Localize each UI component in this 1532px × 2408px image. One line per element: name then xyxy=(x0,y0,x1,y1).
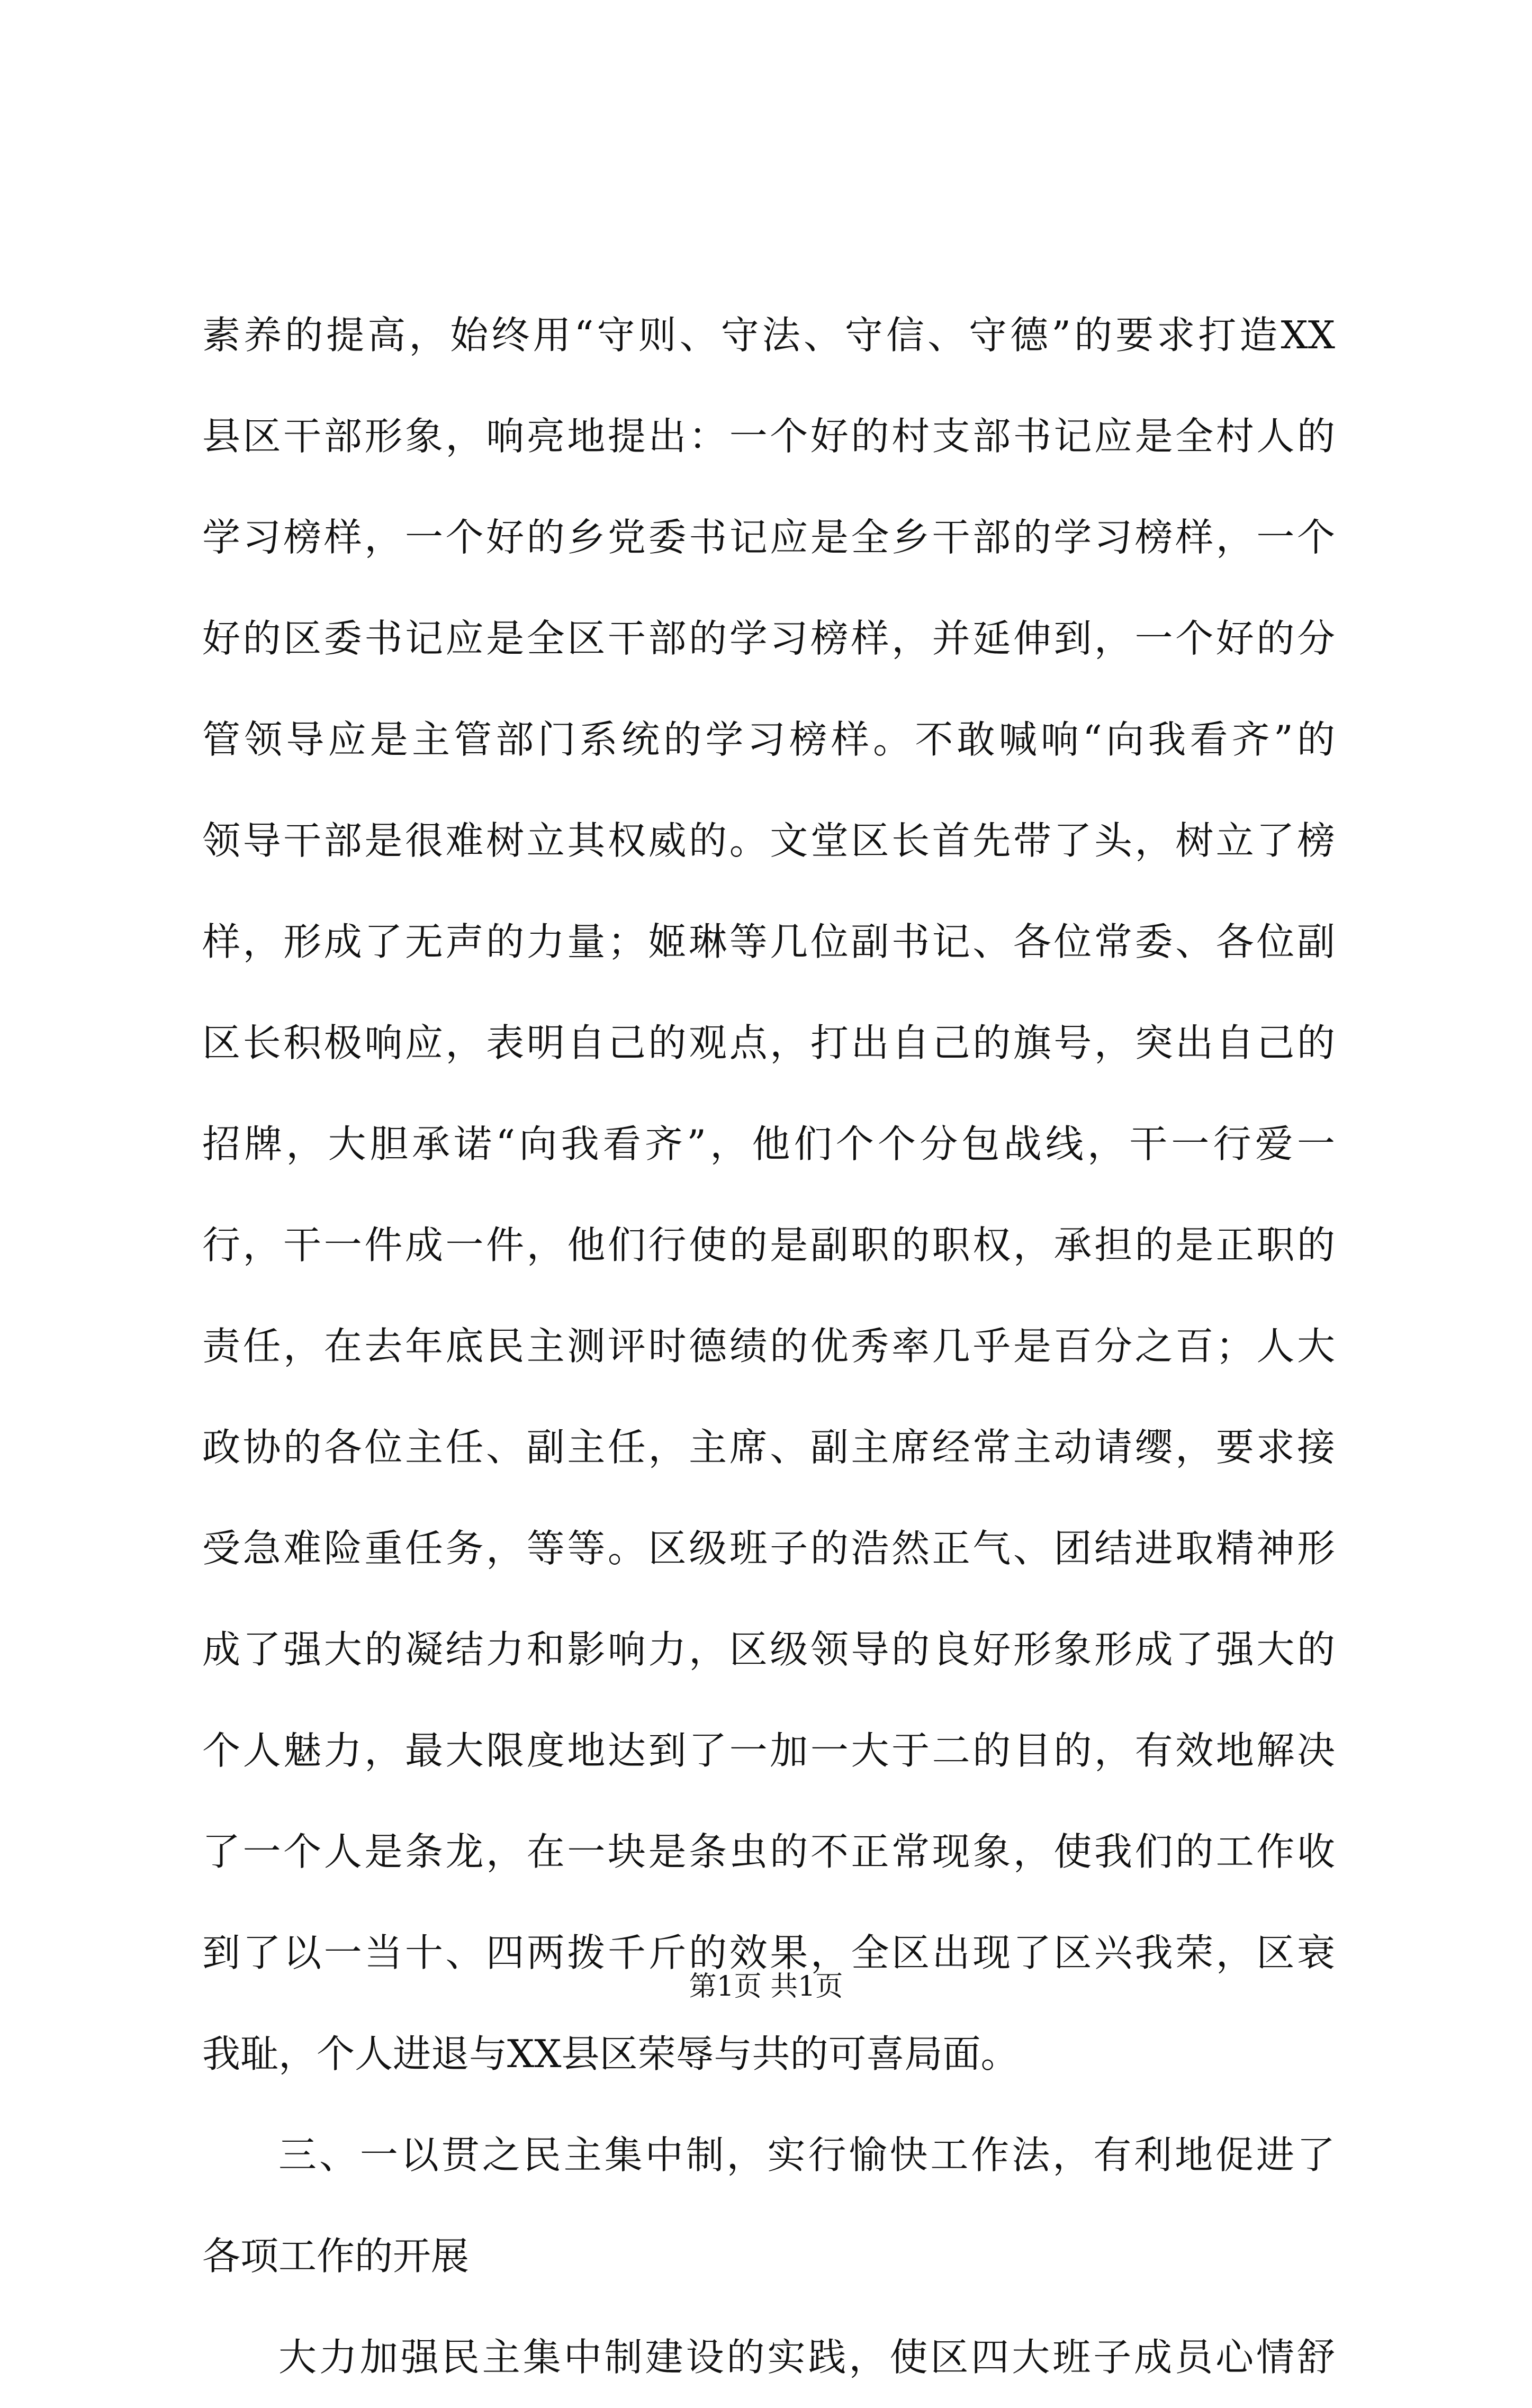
text-line: 三、一以贯之民主集中制，实行愉快工作法，有利地促进了 xyxy=(278,2133,1335,2177)
text-line: 行，干一件成一件，他们行使的是副职的职权，承担的是正职的 xyxy=(202,1223,1335,1267)
text-line: 管领导应是主管部门系统的学习榜样。不敢喊响“向我看齐”的 xyxy=(202,717,1335,762)
text-line: 到了以一当十、四两拨千斤的效果，全区出现了区兴我荣，区衰 xyxy=(202,1931,1335,1975)
text-line: 区长积极响应，表明自己的观点，打出自己的旗号，突出自己的 xyxy=(202,1021,1335,1065)
body-text xyxy=(202,285,1335,2408)
text-line: 招牌，大胆承诺“向我看齐”，他们个个分包战线，干一行爱一 xyxy=(202,1122,1335,1166)
text-line: 大力加强民主集中制建设的实践，使区四大班子成员心情舒 xyxy=(278,2335,1335,2379)
page-footer: 第1页 共1页 xyxy=(689,1971,843,2003)
text-line: 县区干部形象，响亮地提出：一个好的村支部书记应是全村人的 xyxy=(202,414,1335,458)
text-line: 好的区委书记应是全区干部的学习榜样，并延伸到，一个好的分 xyxy=(202,616,1335,661)
text-line: 政协的各位主任、副主任，主席、副主席经常主动请缨，要求接 xyxy=(202,1425,1335,1469)
text-line: 素养的提高，始终用“守则、守法、守信、守德”的要求打造XX xyxy=(202,313,1335,357)
text-line: 样，形成了无声的力量；姬琳等几位副书记、各位常委、各位副 xyxy=(202,919,1335,964)
text-line: 各项工作的开展 xyxy=(202,2234,470,2278)
text-line: 成了强大的凝结力和影响力，区级领导的良好形象形成了强大的 xyxy=(202,1627,1335,1672)
text-line: 领导干部是很难树立其权威的。文堂区长首先带了头，树立了榜 xyxy=(202,818,1335,863)
text-line: 个人魅力，最大限度地达到了一加一大于二的目的，有效地解决 xyxy=(202,1728,1335,1773)
text-line: 责任，在去年底民主测评时德绩的优秀率几乎是百分之百；人大 xyxy=(202,1324,1335,1368)
text-line: 我耻，个人进退与XX县区荣辱与共的可喜局面。 xyxy=(202,2032,1019,2076)
text-line: 学习榜样，一个好的乡党委书记应是全乡干部的学习榜样，一个 xyxy=(202,515,1335,560)
text-line: 受急难险重任务，等等。区级班子的浩然正气、团结进取精神形 xyxy=(202,1526,1335,1571)
text-line: 了一个人是条龙，在一块是条虫的不正常现象，使我们的工作收 xyxy=(202,1829,1335,1874)
